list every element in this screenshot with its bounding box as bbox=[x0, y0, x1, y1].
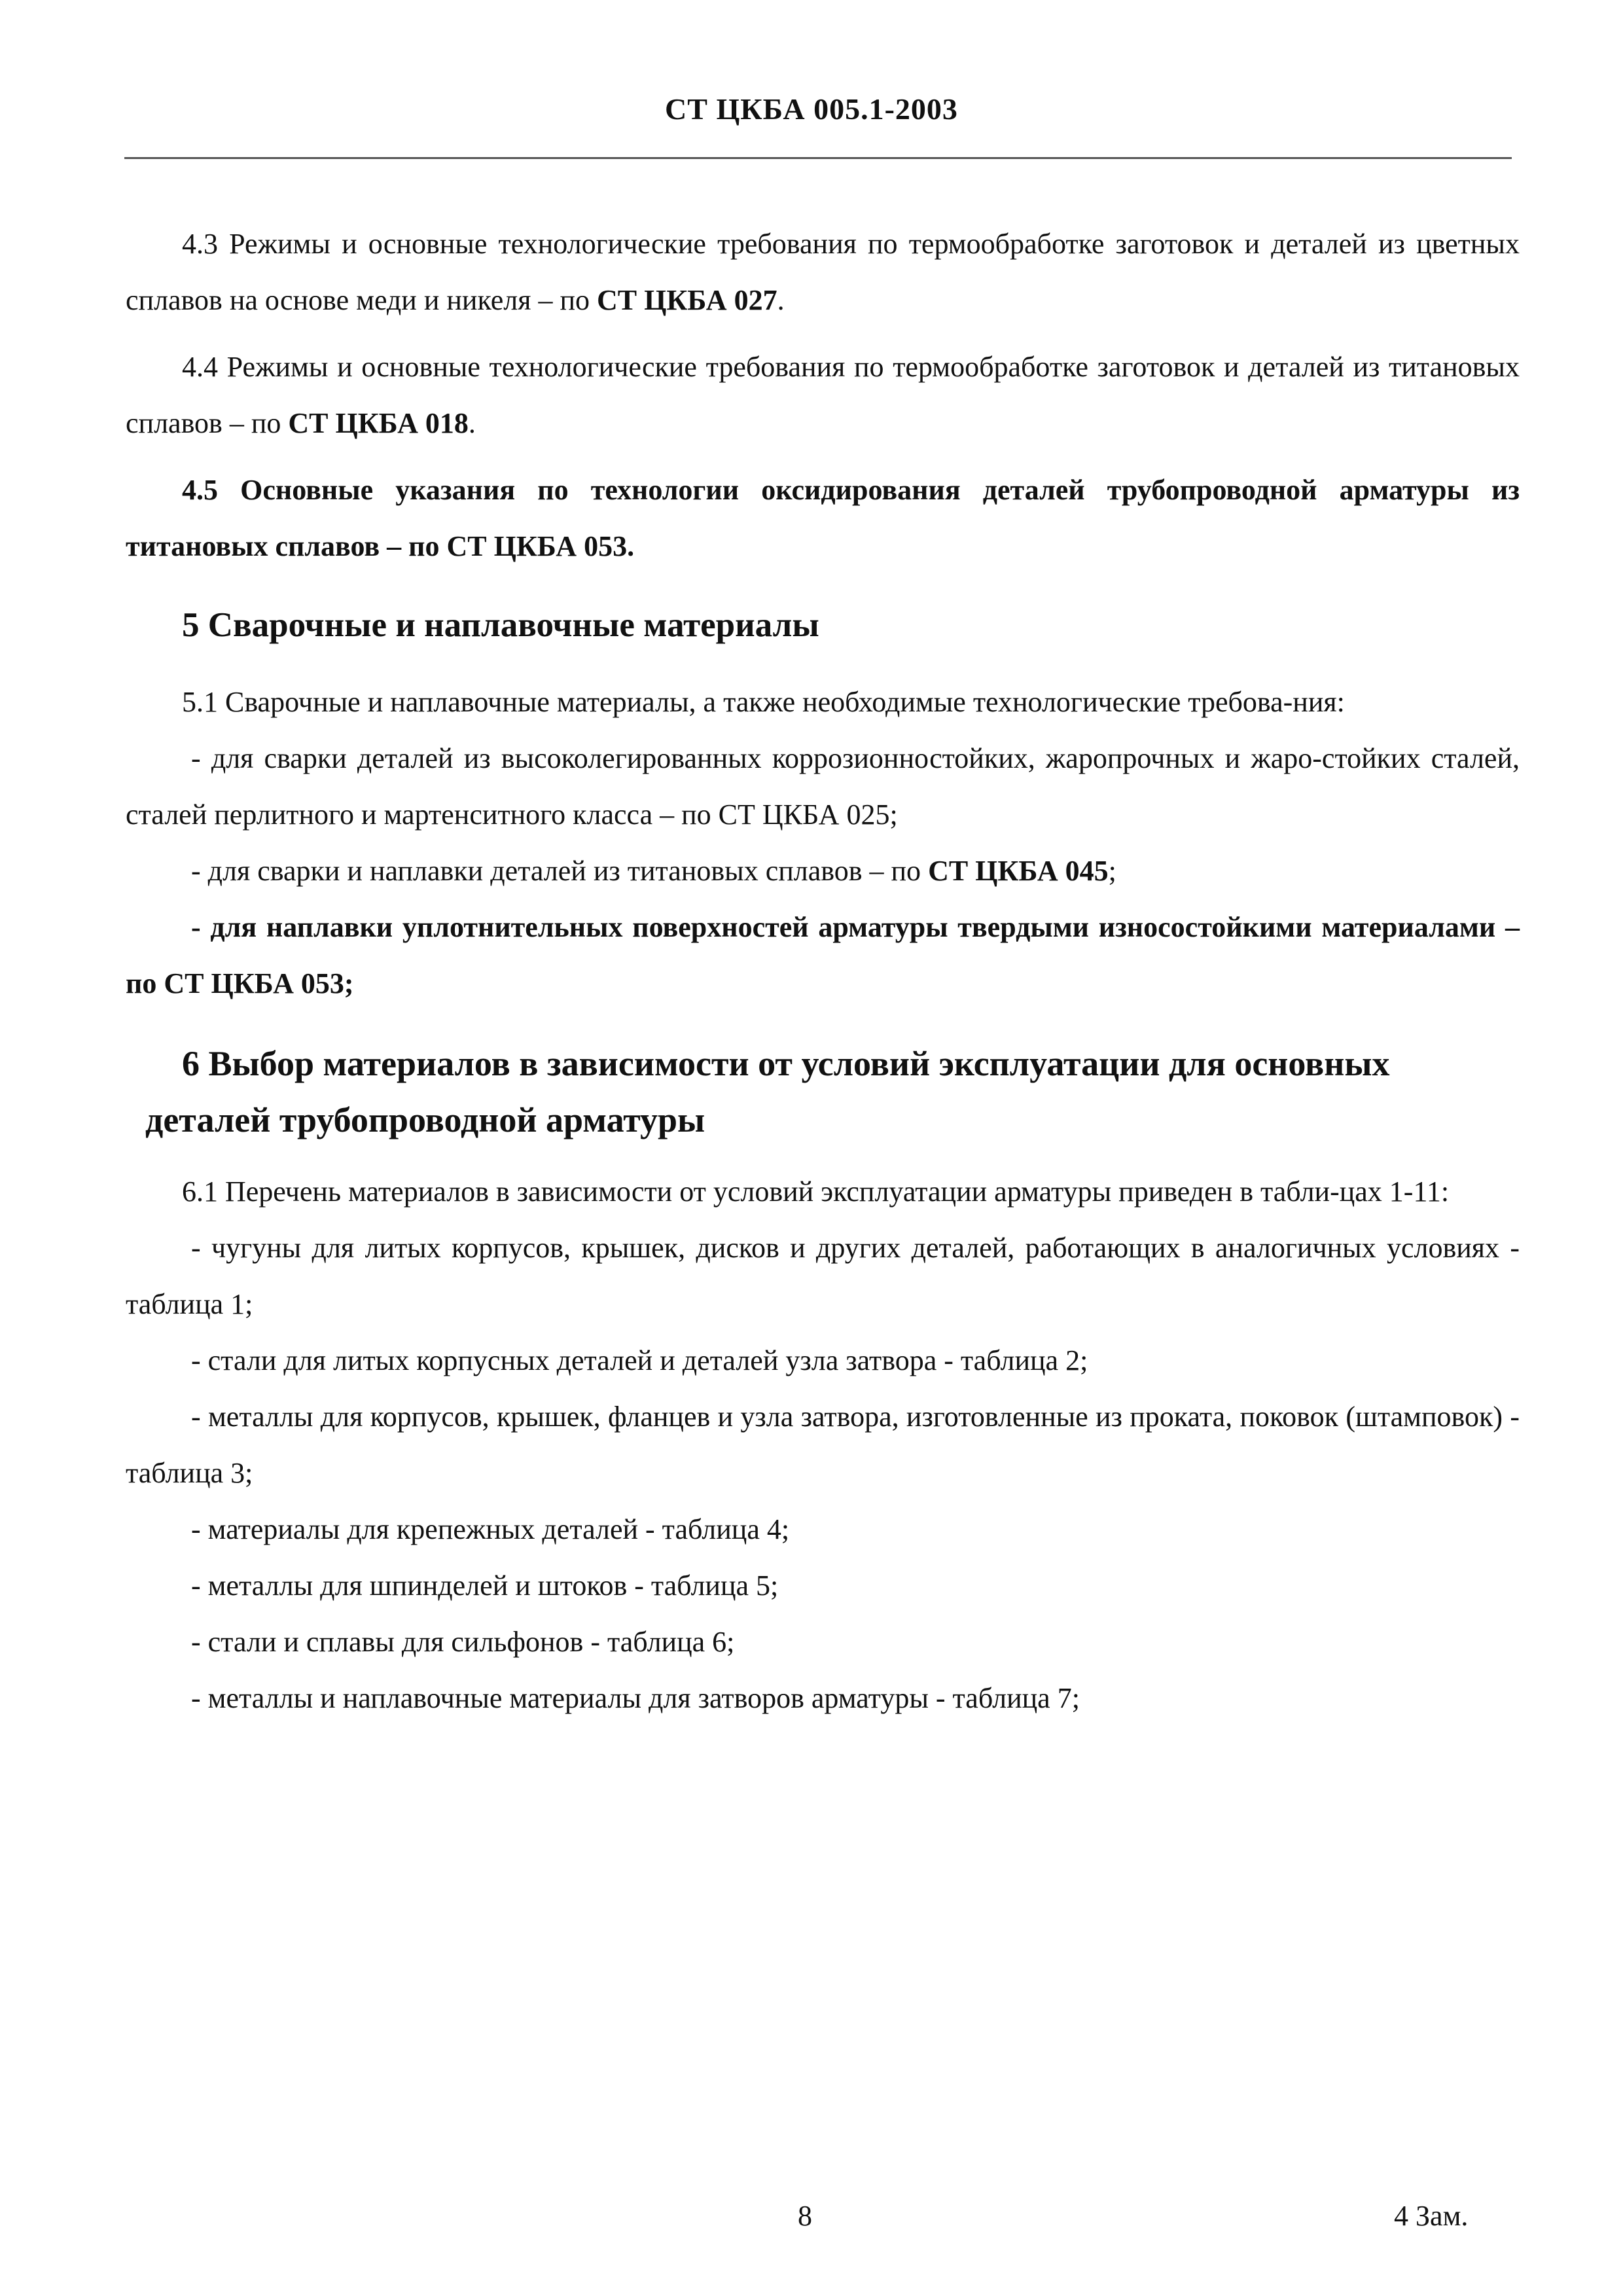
list-item: - стали и сплавы для сильфонов - таблица 6; bbox=[191, 1626, 735, 1658]
section-5-heading: 5 Сварочные и наплавочные материалы bbox=[182, 606, 819, 644]
paragraph-4-3-ref: СТ ЦКБА 027 bbox=[597, 284, 777, 316]
list-item-text: - для сварки и наплавки деталей из титановых сплавов – по bbox=[191, 855, 929, 887]
list-item bbox=[126, 843, 1520, 899]
paragraph-4-4-text: 4.4 Режимы и основные технологические требования по термообработке заготовок и деталей из титановых сплавов – по bbox=[126, 351, 1520, 439]
list-item: - для сварки деталей из высоколегированных коррозионностойких, жаропрочных и жаро-стойких сталей, сталей перлитного и мартенситного класса – по СТ ЦКБА 025; bbox=[126, 742, 1520, 831]
paragraph-4-3-text: 4.3 Режимы и основные технологические требования по термообработке заготовок и деталей из цветных сплавов на основе меди и никеля – по bbox=[126, 228, 1520, 316]
list-item: - металлы и наплавочные материалы для затворов арматуры - таблица 7; bbox=[191, 1682, 1080, 1714]
list-item: - чугуны для литых корпусов, крышек, дисков и других деталей, работающих в аналогичных условиях - таблица 1; bbox=[126, 1232, 1520, 1320]
list-item: - стали для литых корпусных деталей и деталей узла затвора - таблица 2; bbox=[191, 1344, 1088, 1376]
section-6-heading-line2: деталей трубопроводной арматуры bbox=[145, 1100, 705, 1139]
list-item: - для наплавки уплотнительных поверхностей арматуры твердыми износостойкими материалами – по СТ ЦКБА 053; bbox=[126, 911, 1520, 999]
document-header: СТ ЦКБА 005.1-2003 bbox=[665, 92, 958, 126]
page-content bbox=[126, 216, 1520, 1727]
spacer bbox=[126, 329, 1520, 339]
list-item: - материалы для крепежных деталей - таблица 4; bbox=[191, 1513, 790, 1545]
list-item: - металлы для шпинделей и штоков - таблица 5; bbox=[191, 1570, 779, 1602]
spacer bbox=[126, 452, 1520, 462]
paragraph-4-3 bbox=[126, 216, 1520, 329]
paragraph-4-4 bbox=[126, 339, 1520, 452]
paragraph-4-3-end: . bbox=[777, 284, 785, 316]
paragraph-4-4-end: . bbox=[468, 407, 476, 439]
header-rule bbox=[124, 157, 1512, 159]
paragraph-4-4-ref: СТ ЦКБА 018 bbox=[288, 407, 469, 439]
change-note: 4 Зам. bbox=[1394, 2200, 1469, 2232]
paragraph-4-5: 4.5 Основные указания по технологии оксидирования деталей трубопроводной арматуры из титановых сплавов – по СТ ЦКБА 053. bbox=[126, 474, 1520, 562]
page-number: 8 bbox=[798, 2200, 812, 2232]
list-item-end: ; bbox=[1108, 855, 1116, 887]
section-6-heading bbox=[126, 1035, 1520, 1148]
list-item: - металлы для корпусов, крышек, фланцев и узла затвора, изготовленные из проката, поковок (штамповок) - таблица 3; bbox=[126, 1401, 1520, 1489]
list-item-ref: СТ ЦКБА 045 bbox=[928, 855, 1109, 887]
paragraph-6-1: 6.1 Перечень материалов в зависимости от условий эксплуатации арматуры приведен в табли-цах 1-11: bbox=[182, 1175, 1450, 1208]
paragraph-5-1: 5.1 Сварочные и наплавочные материалы, а также необходимые технологические требова-ния: bbox=[182, 686, 1345, 718]
section-6-heading-line1: 6 Выбор материалов в зависимости от условий эксплуатации для основных bbox=[182, 1044, 1390, 1083]
